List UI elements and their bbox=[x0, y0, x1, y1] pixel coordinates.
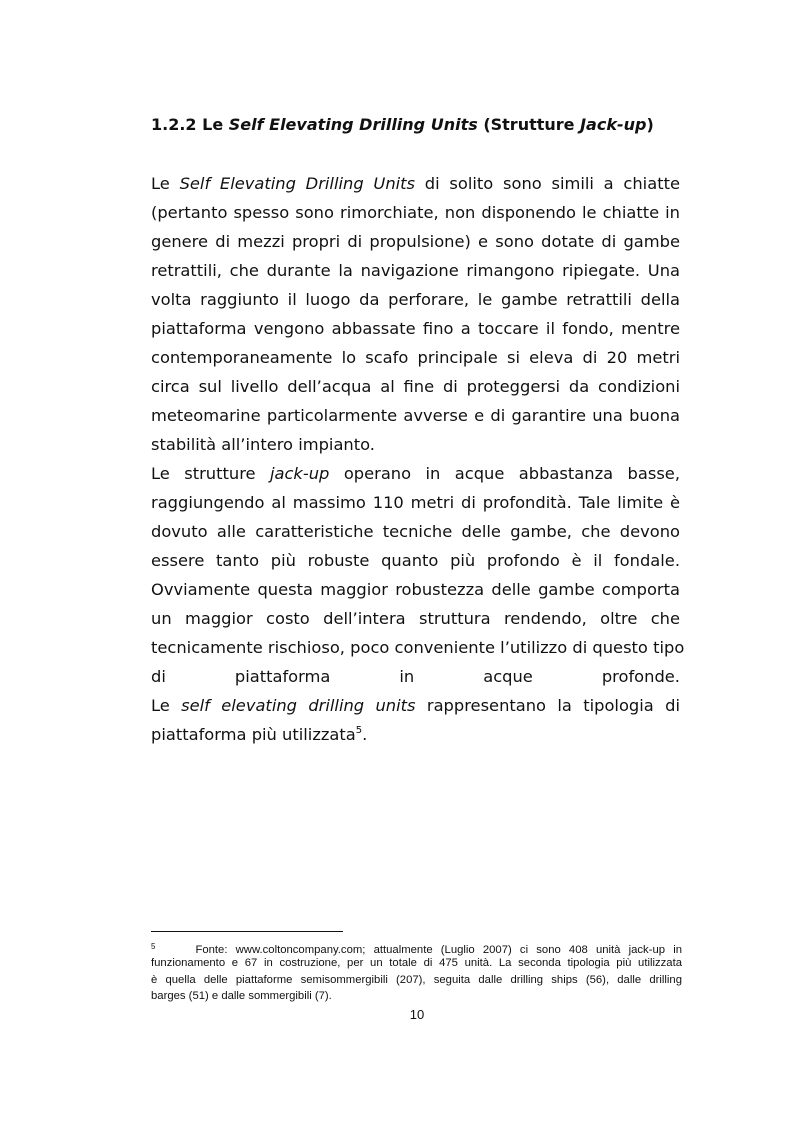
text-line: Le Self Elevating Drilling Units di solito sono simili a chiatte bbox=[151, 174, 680, 193]
text-line: Le strutture jack-up operano in acque abbastanza basse, bbox=[151, 464, 680, 483]
heading-number: 1.2.2 Le bbox=[151, 115, 229, 134]
text-line: volta raggiunto il luogo da perforare, le gambe retrattili della bbox=[151, 290, 680, 309]
section-heading bbox=[151, 113, 691, 137]
footnote-line: barges (51) e dalle sommergibili (7). bbox=[151, 989, 332, 1002]
text-line: Ovviamente questa maggior robustezza delle gambe comporta bbox=[151, 580, 680, 599]
footnote-line: $^5$ Fonte: www.coltoncompany.com; attualmente (Luglio 2007) ci sono 408 unità jack-up in bbox=[151, 942, 682, 956]
text-line: un maggior costo dell’intera struttura rendendo, oltre che bbox=[151, 609, 680, 628]
footnote-number: 5 bbox=[151, 942, 156, 951]
heading-close: ) bbox=[646, 115, 654, 134]
text-line: essere tanto più robuste quanto più profondo è il fondale. bbox=[151, 551, 680, 570]
text-line: piattaforma più utilizzata$^5$. bbox=[151, 725, 368, 744]
heading-middle: (Strutture bbox=[477, 115, 581, 134]
text-line: dovuto alle caratteristiche tecniche delle gambe, che devono bbox=[151, 522, 680, 541]
footnote-separator bbox=[151, 931, 343, 932]
heading-italic-term: Self Elevating Drilling Units bbox=[228, 115, 478, 134]
text-line: raggiungendo al massimo 110 metri di profondità. Tale limite è bbox=[151, 493, 680, 512]
text-line: tecnicamente rischioso, poco conveniente l’utilizzo di questo tipo bbox=[151, 638, 685, 657]
footnote bbox=[151, 939, 682, 1004]
text-line: contemporaneamente lo scafo principale si eleva di 20 metri bbox=[151, 348, 680, 367]
text-line: retrattili, che durante la navigazione rimangono ripiegate. Una bbox=[151, 261, 680, 280]
text-line: piattaforma vengono abbassate fino a toccare il fondo, mentre bbox=[151, 319, 680, 338]
body-paragraphs bbox=[151, 169, 685, 749]
page-number: 10 bbox=[409, 1007, 425, 1022]
text-line: (pertanto spesso sono rimorchiate, non disponendo le chiatte in bbox=[151, 203, 680, 222]
text-line: di piattaforma in acque profonde. bbox=[151, 667, 680, 686]
footnote-reference: 5 bbox=[355, 725, 363, 736]
text-line: meteomarine particolarmente avverse e di garantire una buona bbox=[151, 406, 680, 425]
text-line: stabilità all’intero impianto. bbox=[151, 435, 375, 454]
text-line: genere di mezzi propri di propulsione) e sono dotate di gambe bbox=[151, 232, 680, 251]
footnote-line: è quella delle piattaforme semisommergibili (207), seguita dalle drilling ships (56), dalle drilling bbox=[151, 973, 682, 986]
text-line: Le self elevating drilling units rappresentano la tipologia di bbox=[151, 696, 680, 715]
footnote-line: funzionamento e 67 in costruzione, per un totale di 475 unità. La seconda tipologia più utilizzata bbox=[151, 957, 682, 970]
text-line: circa sul livello dell’acqua al fine di proteggersi da condizioni bbox=[151, 377, 680, 396]
heading-italic-jackup: Jack-up bbox=[580, 115, 647, 134]
